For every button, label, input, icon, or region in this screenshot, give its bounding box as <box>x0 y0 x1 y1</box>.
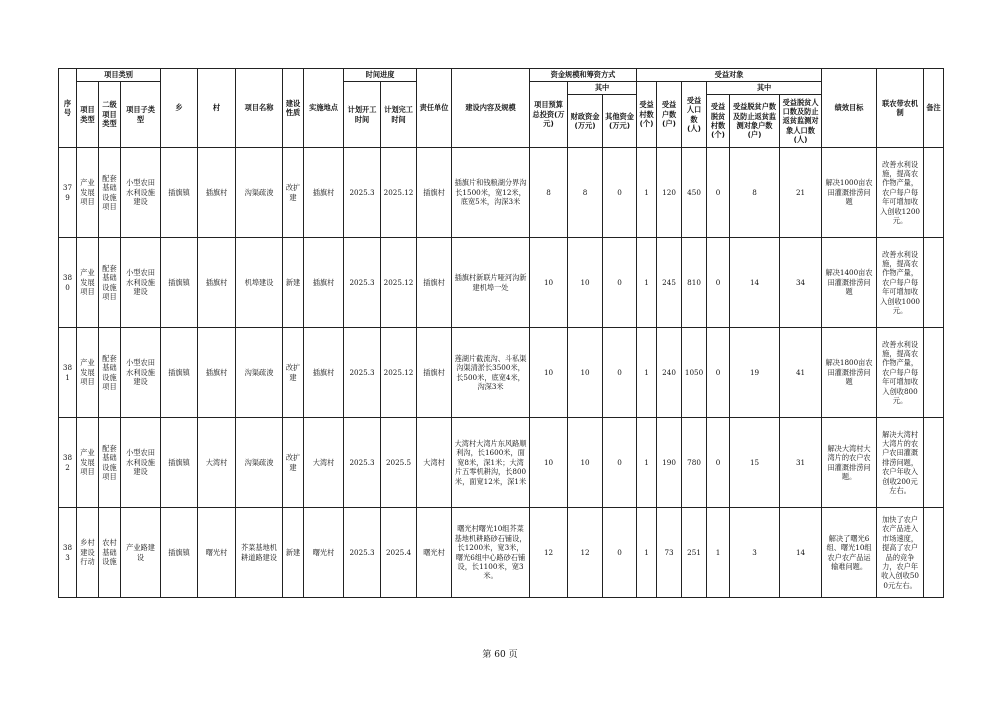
cell-villages: 1 <box>637 148 657 238</box>
cell-name: 沟渠疏浚 <box>236 418 283 508</box>
header-secondary-type: 二级项目类型 <box>99 82 121 148</box>
cell-poor-population: 31 <box>780 418 822 508</box>
cell-subtype: 小型农田水利设施建设 <box>121 328 161 418</box>
header-among: 其中 <box>568 82 637 95</box>
cell-township: 插旗镇 <box>161 418 198 508</box>
header-start: 计划开工时间 <box>344 82 381 148</box>
cell-name: 芥菜基地机耕道路建设 <box>236 508 283 598</box>
header-end: 计划完工时间 <box>381 82 417 148</box>
cell-total: 10 <box>530 238 568 328</box>
cell-poor-households: 15 <box>730 418 780 508</box>
cell-secondary: 配套基础设施项目 <box>99 148 121 238</box>
cell-goal: 解决1400亩农田灌溉排涝问题 <box>822 238 877 328</box>
cell-start: 2025.3 <box>344 508 381 598</box>
cell-households: 240 <box>657 328 682 418</box>
cell-poor-households: 19 <box>730 328 780 418</box>
cell-remark <box>924 328 944 418</box>
cell-township: 插旗镇 <box>161 148 198 238</box>
cell-goal: 解决1000亩农田灌溉排涝问题 <box>822 148 877 238</box>
cell-secondary: 配套基础设施项目 <box>99 238 121 328</box>
cell-fiscal: 12 <box>568 508 603 598</box>
cell-fiscal: 10 <box>568 328 603 418</box>
cell-subtype: 小型农田水利设施建设 <box>121 418 161 508</box>
cell-end: 2025.12 <box>381 238 417 328</box>
cell-unit: 大湾村 <box>417 418 452 508</box>
header-poor-population: 受益脱贫人口数及防止返贫监测对象人口数(人) <box>780 95 822 148</box>
header-funds-group: 资金规模和筹资方式 <box>530 69 637 82</box>
cell-content: 插旗村新联片哑河沟新建机埠一处 <box>452 238 530 328</box>
cell-households: 245 <box>657 238 682 328</box>
cell-other: 0 <box>603 328 637 418</box>
cell-subtype: 产业路建设 <box>121 508 161 598</box>
cell-name: 机埠建设 <box>236 238 283 328</box>
cell-poor-villages: 0 <box>707 238 730 328</box>
cell-nature: 新建 <box>283 508 304 598</box>
cell-village: 大湾村 <box>198 418 236 508</box>
cell-total: 12 <box>530 508 568 598</box>
cell-villages: 1 <box>637 508 657 598</box>
header-project-name: 项目名称 <box>236 69 283 148</box>
cell-poor-villages: 0 <box>707 328 730 418</box>
cell-nature: 改扩建 <box>283 328 304 418</box>
cell-households: 73 <box>657 508 682 598</box>
cell-type: 乡村建设行动 <box>77 508 99 598</box>
cell-unit: 曙光村 <box>417 508 452 598</box>
cell-goal: 解决大湾村大湾片的农户农田灌溉排涝问题。 <box>822 418 877 508</box>
header-goal: 绩效目标 <box>822 69 877 148</box>
cell-households: 190 <box>657 418 682 508</box>
cell-unit: 插旗村 <box>417 328 452 418</box>
cell-remark <box>924 508 944 598</box>
cell-villages: 1 <box>637 328 657 418</box>
cell-secondary: 配套基础设施项目 <box>99 418 121 508</box>
cell-seq: 381 <box>59 328 77 418</box>
cell-goal: 解决1800亩农田灌溉排涝问题 <box>822 328 877 418</box>
header-schedule-group: 时间进度 <box>344 69 417 82</box>
cell-unit: 插旗村 <box>417 238 452 328</box>
cell-seq: 383 <box>59 508 77 598</box>
cell-seq: 382 <box>59 418 77 508</box>
cell-type: 产业发展项目 <box>77 328 99 418</box>
cell-population: 1050 <box>682 328 707 418</box>
cell-fiscal: 10 <box>568 238 603 328</box>
table-row <box>59 328 944 418</box>
cell-type: 产业发展项目 <box>77 148 99 238</box>
cell-remark <box>924 418 944 508</box>
header-other: 其他资金(万元) <box>603 95 637 148</box>
cell-mechanism: 改善水利设施，提高农作物产量，农户每户每年可增加收入创收1000元。 <box>877 238 924 328</box>
cell-location: 插旗村 <box>304 148 344 238</box>
cell-mechanism: 改善水利设施，提高农作物产量，农户每户每年可增加收入创收1200元。 <box>877 148 924 238</box>
cell-poor-households: 8 <box>730 148 780 238</box>
cell-population: 810 <box>682 238 707 328</box>
cell-total: 8 <box>530 148 568 238</box>
header-population: 受益人口数(人) <box>682 82 707 148</box>
project-table <box>58 68 944 598</box>
header-remark: 备注 <box>924 69 944 148</box>
header-location: 实施地点 <box>304 69 344 148</box>
cell-population: 450 <box>682 148 707 238</box>
cell-other: 0 <box>603 508 637 598</box>
cell-village: 插旗村 <box>198 328 236 418</box>
cell-nature: 改扩建 <box>283 418 304 508</box>
cell-subtype: 小型农田水利设施建设 <box>121 148 161 238</box>
header-fiscal: 财政资金(万元) <box>568 95 603 148</box>
header-unit: 责任单位 <box>417 69 452 148</box>
cell-location: 插旗村 <box>304 238 344 328</box>
header-category-group: 项目类别 <box>77 69 161 82</box>
cell-seq: 380 <box>59 238 77 328</box>
cell-township: 插旗镇 <box>161 508 198 598</box>
cell-poor-villages: 0 <box>707 418 730 508</box>
cell-poor-population: 41 <box>780 328 822 418</box>
header-township: 乡 <box>161 69 198 148</box>
header-villages: 受益村数(个) <box>637 82 657 148</box>
cell-location: 曙光村 <box>304 508 344 598</box>
cell-population: 780 <box>682 418 707 508</box>
cell-other: 0 <box>603 238 637 328</box>
cell-start: 2025.3 <box>344 418 381 508</box>
cell-mechanism: 改善水利设施，提高农作物产量，农户每户每年可增加收入创收800元。 <box>877 328 924 418</box>
cell-village: 曙光村 <box>198 508 236 598</box>
header-seq: 序号 <box>59 69 77 148</box>
cell-remark <box>924 238 944 328</box>
cell-start: 2025.3 <box>344 238 381 328</box>
cell-content: 曙光村曙光10组芥菜基地机耕路砂石铺设，长1200米，宽3米，曙光6组中心路砂石铺设，长1100米，宽3米。 <box>452 508 530 598</box>
cell-poor-population: 34 <box>780 238 822 328</box>
cell-mechanism: 解决大湾村大湾片的农户农田灌溉排涝问题，农户年收入创收200元左右。 <box>877 418 924 508</box>
cell-name: 沟渠疏浚 <box>236 148 283 238</box>
header-poor-villages: 受益脱贫村数(个) <box>707 95 730 148</box>
cell-end: 2025.12 <box>381 328 417 418</box>
header-nature: 建设性质 <box>283 69 304 148</box>
cell-mechanism: 加快了农户农产品进入市场速度，提高了农户品的竞争力，农户年收入创收500元左右。 <box>877 508 924 598</box>
page-number: 第 60 页 <box>482 650 518 660</box>
cell-township: 插旗镇 <box>161 328 198 418</box>
cell-households: 120 <box>657 148 682 238</box>
cell-content: 大湾村大湾片东风路顺利沟，长1600米，面宽8米，深1米；大湾片五零机耕沟，长800米，面宽12米，深1米 <box>452 418 530 508</box>
cell-subtype: 小型农田水利设施建设 <box>121 238 161 328</box>
cell-content: 莲湖片截流沟、斗私渠沟渠清淤长3500米，长500米，底宽4米，沟深3米 <box>452 328 530 418</box>
cell-start: 2025.3 <box>344 328 381 418</box>
cell-poor-villages: 1 <box>707 508 730 598</box>
cell-poor-villages: 0 <box>707 148 730 238</box>
cell-village: 插旗村 <box>198 148 236 238</box>
table-row <box>59 508 944 598</box>
cell-content: 插旗片和钱粮湖分界沟长1500米，宽12米，底宽5米，沟深3米 <box>452 148 530 238</box>
cell-end: 2025.5 <box>381 418 417 508</box>
cell-poor-households: 3 <box>730 508 780 598</box>
cell-fiscal: 10 <box>568 418 603 508</box>
cell-total: 10 <box>530 418 568 508</box>
cell-seq: 379 <box>59 148 77 238</box>
cell-type: 产业发展项目 <box>77 418 99 508</box>
cell-villages: 1 <box>637 418 657 508</box>
header-project-type: 项目类型 <box>77 82 99 148</box>
cell-unit: 插旗村 <box>417 148 452 238</box>
cell-fiscal: 8 <box>568 148 603 238</box>
cell-location: 插旗村 <box>304 328 344 418</box>
cell-location: 大湾村 <box>304 418 344 508</box>
header-benefit-group: 受益对象 <box>637 69 822 82</box>
table-row <box>59 148 944 238</box>
header-content: 建设内容及规模 <box>452 69 530 148</box>
cell-nature: 新建 <box>283 238 304 328</box>
header-mechanism: 联农带农机制 <box>877 69 924 148</box>
cell-remark <box>924 148 944 238</box>
cell-end: 2025.4 <box>381 508 417 598</box>
cell-poor-population: 14 <box>780 508 822 598</box>
cell-other: 0 <box>603 418 637 508</box>
cell-type: 产业发展项目 <box>77 238 99 328</box>
cell-nature: 改扩建 <box>283 148 304 238</box>
cell-goal: 解决了曙光6组、曙光10组农户农产品运输难问题。 <box>822 508 877 598</box>
header-subtype: 项目子类型 <box>121 82 161 148</box>
cell-secondary: 农村基础设施 <box>99 508 121 598</box>
cell-other: 0 <box>603 148 637 238</box>
cell-total: 10 <box>530 328 568 418</box>
cell-village: 插旗村 <box>198 238 236 328</box>
cell-township: 插旗镇 <box>161 238 198 328</box>
header-poor-households: 受益脱贫户数及防止返贫监测对象户数(户) <box>730 95 780 148</box>
table-row <box>59 418 944 508</box>
cell-poor-population: 21 <box>780 148 822 238</box>
cell-villages: 1 <box>637 238 657 328</box>
cell-start: 2025.3 <box>344 148 381 238</box>
header-households: 受益户数(户) <box>657 82 682 148</box>
cell-poor-households: 14 <box>730 238 780 328</box>
cell-population: 251 <box>682 508 707 598</box>
cell-end: 2025.12 <box>381 148 417 238</box>
table-row <box>59 238 944 328</box>
header-among2: 其中 <box>707 82 822 95</box>
cell-name: 沟渠疏浚 <box>236 328 283 418</box>
header-total: 项目预算总投资(万元) <box>530 82 568 148</box>
header-village: 村 <box>198 69 236 148</box>
cell-secondary: 配套基础设施项目 <box>99 328 121 418</box>
